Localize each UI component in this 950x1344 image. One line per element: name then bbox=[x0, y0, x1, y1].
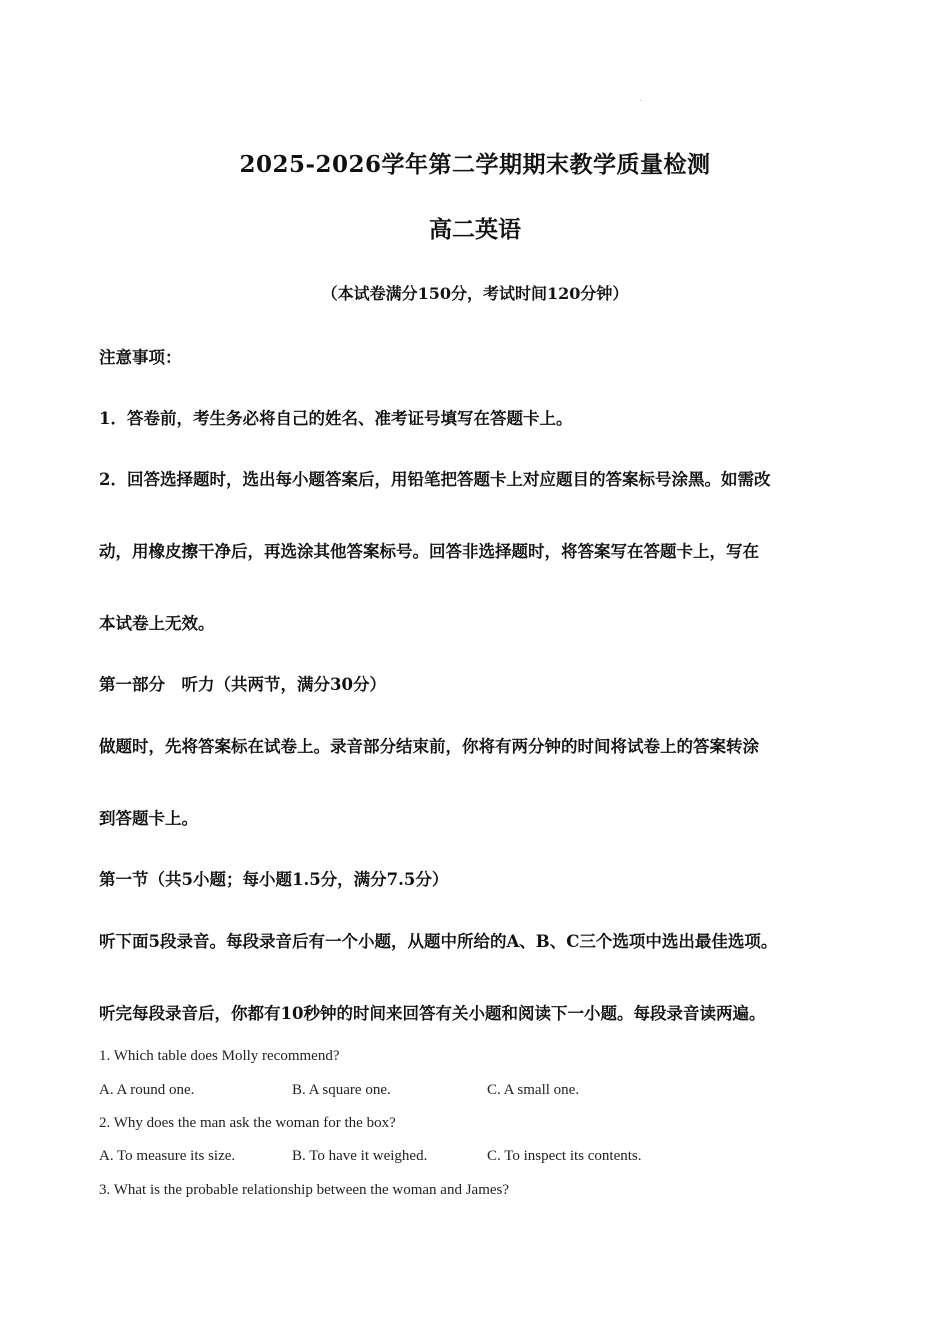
subject-title: 高二英语 bbox=[429, 216, 521, 243]
notice-item-2-line-1: 2．回答选择题时，选出每小题答案后，用铅笔把答题卡上对应题目的答案标号涂黑。如需改 bbox=[99, 470, 771, 489]
page-title: 2025-2026学年第二学期期末教学质量检测 bbox=[239, 151, 711, 178]
question-1-option-a: A. A round one. bbox=[99, 1082, 195, 1098]
question-1-option-c: C. A small one. bbox=[487, 1082, 580, 1098]
part1-heading: 第一部分 听力（共两节，满分30分） bbox=[99, 675, 386, 694]
question-1-stem: 1. Which table does Molly recommend? bbox=[99, 1048, 340, 1064]
section1-instruction-line-1: 听下面5段录音。每段录音后有一个小题，从题中所给的A、B、C三个选项中选出最佳选项。 bbox=[99, 932, 778, 951]
notice-heading: 注意事项： bbox=[99, 348, 182, 367]
notice-item-2-line-3: 本试卷上无效。 bbox=[99, 614, 215, 633]
question-1-option-b: B. A square one. bbox=[292, 1082, 391, 1098]
notice-item-1: 1．答卷前，考生务必将自己的姓名、准考证号填写在答题卡上。 bbox=[99, 409, 573, 428]
question-3-stem: 3. What is the probable relationship between the woman and James? bbox=[99, 1182, 510, 1198]
score-info: （本试卷满分150分，考试时间120分钟） bbox=[321, 284, 629, 303]
question-2-stem: 2. Why does the man ask the woman for the box? bbox=[99, 1115, 396, 1131]
question-2-option-a: A. To measure its size. bbox=[99, 1148, 236, 1164]
part1-instruction-line-2: 到答题卡上。 bbox=[99, 809, 198, 828]
section1-heading: 第一节（共5小题；每小题1.5分，满分7.5分） bbox=[99, 870, 449, 889]
scan-speck bbox=[640, 100, 641, 101]
notice-item-2-line-2: 动，用橡皮擦干净后，再选涂其他答案标号。回答非选择题时，将答案写在答题卡上，写在 bbox=[99, 542, 759, 561]
section1-instruction-line-2: 听完每段录音后，你都有10秒钟的时间来回答有关小题和阅读下一小题。每段录音读两遍。 bbox=[99, 1004, 766, 1023]
part1-instruction-line-1: 做题时，先将答案标在试卷上。录音部分结束前，你将有两分钟的时间将试卷上的答案转涂 bbox=[99, 737, 759, 756]
question-2-option-b: B. To have it weighed. bbox=[292, 1148, 428, 1164]
question-2-option-c: C. To inspect its contents. bbox=[487, 1148, 642, 1164]
